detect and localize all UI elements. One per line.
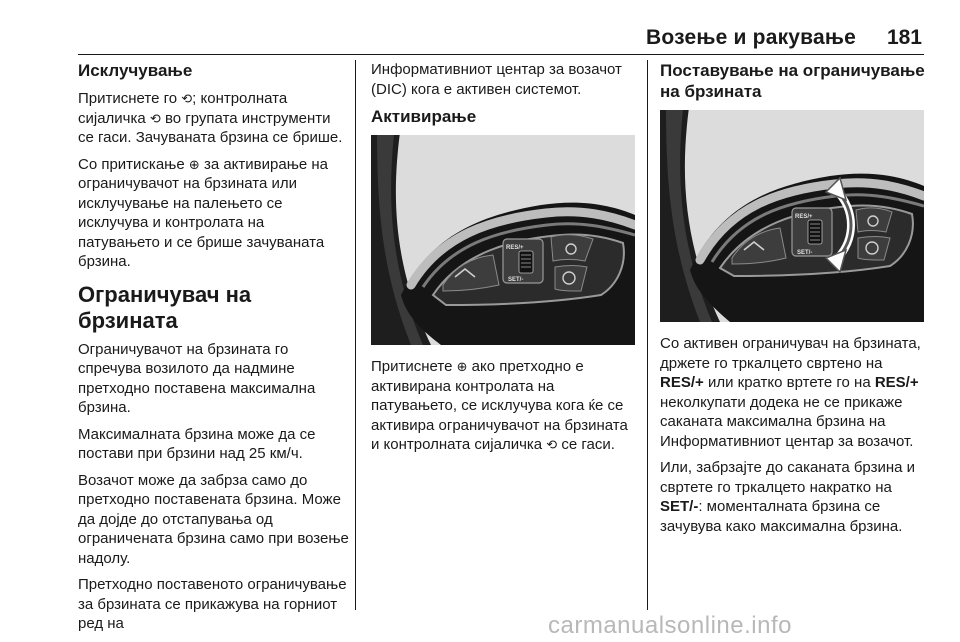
paragraph-limiter-3: Возачот може да забрза само до претходно поставената брзина. Може да дојде до отстапувања од ограничената брзина само при возење надолу. <box>78 471 349 567</box>
paragraph-deactivation-2 <box>78 155 350 272</box>
steering-wheel-figure-set <box>660 110 928 322</box>
set-minus-label: SET/- <box>660 498 699 515</box>
text-segment: Со притискање <box>78 155 189 173</box>
page-number: 181 <box>886 26 922 49</box>
text-segment: за активирање на ограничувачот на брзината или исклучување на палењето се исклучува и контролата на патувањето и се брише зачуваната брзина. <box>78 155 329 270</box>
text-segment: ако претходно е активирана контролата на патувањето, се исклучува кога ќе се активира ограничувачот на брзината и контролната сијаличка <box>371 358 628 453</box>
paragraph-deactivation-1 <box>78 89 350 148</box>
speed-limiter-icon: ⟲ <box>546 437 558 452</box>
section-title-speed-limiter: Ограничувач на брзината <box>78 281 252 333</box>
watermark-url: carmanualsonline.info <box>548 612 792 639</box>
column-divider-1 <box>355 60 356 610</box>
speed-limiter-icon: ⟲ <box>149 110 161 126</box>
res-label-figure: RES/+ <box>795 214 813 220</box>
text-segment: неколкупати додека не се прикаже саканата максимална брзина на Информативниот центар за возачот. <box>660 393 914 450</box>
paragraph-limiter-1: Ограничувачот на брзината го спречува возилото да надмине претходно поставена максимална брзина. <box>78 340 316 416</box>
text-segment: : моменталната брзина се зачувува како максимална брзина. <box>660 498 903 535</box>
column-divider-2 <box>647 60 648 610</box>
res-plus-label: RES/+ <box>660 374 704 391</box>
heading-deactivation: Исклучување <box>78 61 193 80</box>
paragraph-limiter-2: Максималната брзина може да се постави при брзини над 25 км/ч. <box>78 425 316 462</box>
steering-wheel-figure-activation <box>371 135 636 345</box>
page-header <box>0 0 960 54</box>
text-segment: Притиснете <box>371 358 457 375</box>
chapter-title: Возење и ракување <box>646 26 856 49</box>
text-segment: се гаси. <box>557 436 615 453</box>
heading-activation: Активирање <box>371 107 477 126</box>
text-segment: или кратко вртете го на <box>703 374 875 391</box>
header-rule <box>78 54 924 55</box>
activate-icon: ⊕ <box>456 359 468 374</box>
set-label-figure: SET/- <box>797 250 813 256</box>
steering-wheel-illustration <box>371 135 635 345</box>
res-label-figure: RES/+ <box>506 245 524 251</box>
steering-wheel-illustration-arrows <box>660 110 924 322</box>
column-2 <box>371 60 636 462</box>
set-label-figure: SET/- <box>508 277 524 283</box>
text-segment: во групата инструменти се гаси. Зачуваната брзина се брише. <box>78 109 343 146</box>
activate-icon: ⊕ <box>188 156 200 172</box>
heading-set-limit: Поставување на ограничување на брзината <box>660 61 925 101</box>
column-3 <box>660 60 928 543</box>
column-1 <box>78 60 350 641</box>
text-segment: Притиснете го <box>78 90 182 107</box>
text-segment: ; контролната сијаличка <box>78 90 288 127</box>
text-segment: Или, забрзајте до саканата брзина и свртете го тркалцето накратко на <box>660 459 916 496</box>
speed-limiter-icon: ⟲ <box>181 91 193 106</box>
paragraph-activation <box>371 357 636 455</box>
text-segment: Со активен ограничувач на брзината, држете го тркалцето свртено на <box>660 335 921 372</box>
paragraph-set-1 <box>660 334 928 451</box>
paragraph-limiter-4: Претходно поставеното ограничување за брзината се прикажува на горниот ред на <box>78 576 347 632</box>
res-plus-label: RES/+ <box>874 374 919 391</box>
paragraph-set-2 <box>660 458 928 536</box>
paragraph-dic: Информативниот центар за возачот (DIC) кога е активен системот. <box>371 61 622 98</box>
